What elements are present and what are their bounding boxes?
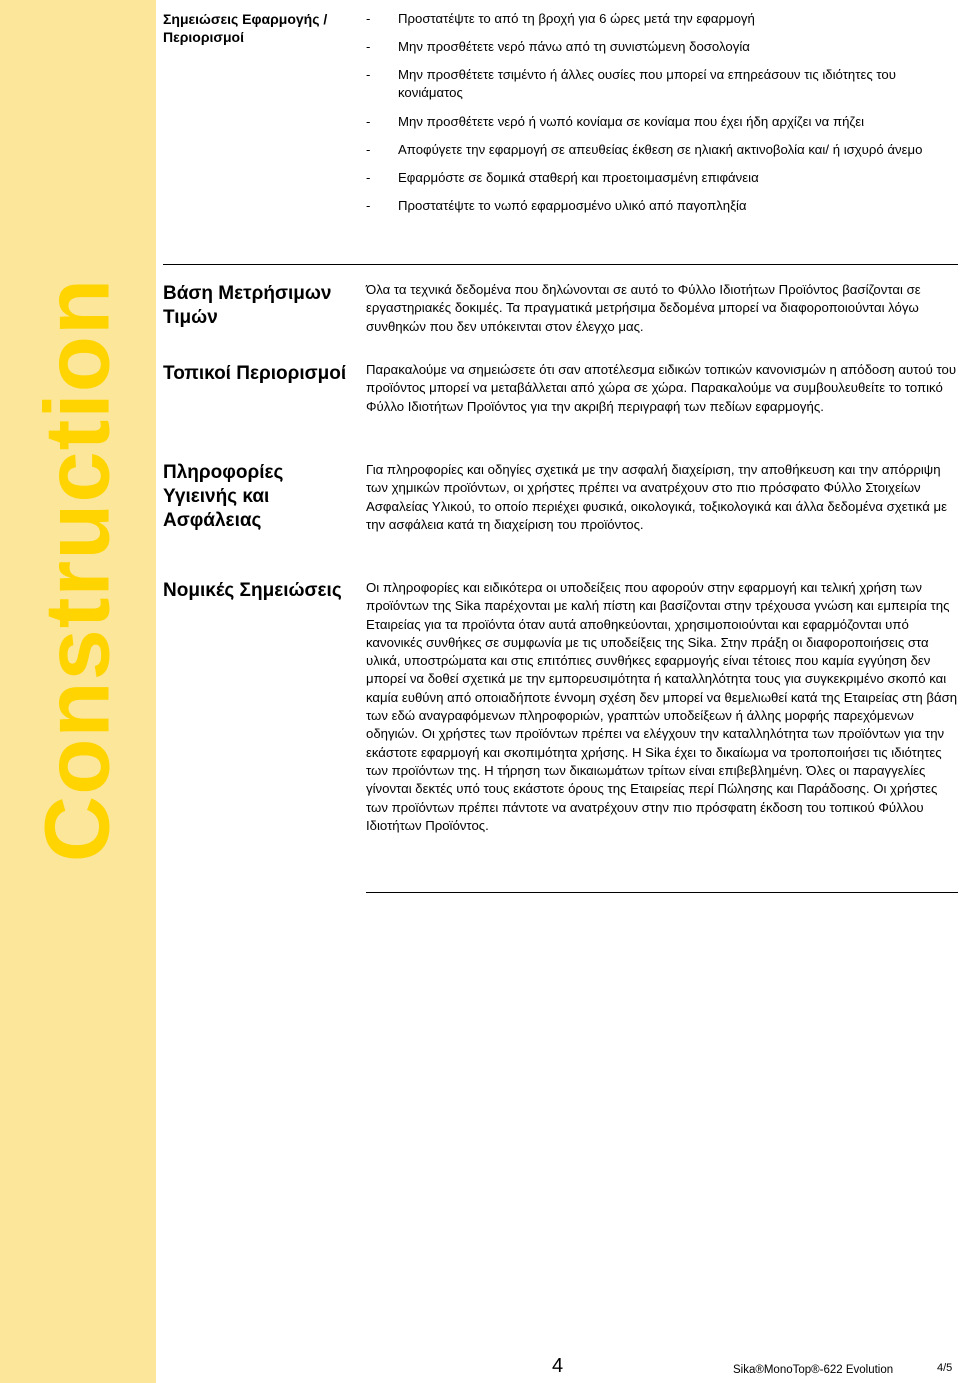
list-item-text: Εφαρμόστε σε δομικά σταθερή και προετοιμασμένη επιφάνεια [398, 169, 759, 185]
list-item [366, 66, 958, 102]
brand-construction-text: Construction [26, 277, 129, 863]
list-item-text: Αποφύγετε την εφαρμογή σε απευθείας έκθεση σε ηλιακή ακτινοβολία και/ ή ισχυρό άνεμο [398, 141, 923, 157]
dash-marker: - [366, 39, 371, 55]
measurement-basis-body: Όλα τα τεχνικά δεδομένα που δηλώνονται σε αυτό το Φύλλο Ιδιοτήτων Προϊόντος βασίζονται σε εργαστηριακές δοκιμές. Τα πραγματικά μετρήσιμα δεδομένα μπορεί να διαφοροποιούνται λόγω συνθηκών που δεν υπόκεινται στον έλεγχο μας. [366, 282, 921, 334]
local-restrictions-heading: Τοπικοί Περιορισμοί [163, 363, 347, 384]
list-item-text: Μην προσθέτετε νερό ή νωπό κονίαμα σε κονίαμα που έχει ήδη αρχίζει να πήζει [398, 113, 865, 129]
section-divider [163, 264, 958, 265]
dash-marker: - [366, 11, 371, 26]
section-divider [366, 892, 958, 893]
list-item [366, 197, 958, 215]
legal-notes-heading: Νομικές Σημειώσεις [163, 580, 342, 601]
legal-notes-body: Οι πληροφορίες και ειδικότερα οι υποδείξεις που αφορούν στην εφαρμογή και τελική χρήση των προϊόντων της Sika παρέχονται με καλή πίστη και βασίζονται στην τρέχουσα γνώση και εμπειρία της Εταιρείας για τα προϊόντα όταν αυτά αποθηκεύονται, χρησιμοποιούνται και εφαρμόζονται υπό κανονικές συνθήκες σε συμφωνία με τις υποδείξεις της Sika. Στην πράξη οι διαφοροποιήσεις στα υλικά, υποστρώματα και στις επιτόπιες συνθήκες εφαρμογής είναι τέτοιες που καμία εγγύηση δεν μπορεί να δοθεί σχετικά με την εμπορευσιμότητα ή καταλληλότητα τους για συγκεκριμένο σκοπό και καμία ευθύνη από οποιαδήποτε έννομη σχέση δεν μπορεί να θεμελιωθεί κατά της Εταιρείας στη βάση των εδώ αναγραφόμενων πληροφοριών, γραπτών υποδείξεων ή άλλης μορφής παρεχόμενων οδηγιών. Οι χρήστες των προϊόντων πρέπει να ελέγχουν την καταλληλότητα των προϊόντων για την εκάστοτε εφαρμογή και σκοπιμότητα χρήσης. Η Sika έχει το δικαίωμα να τροποποιήσει τις ιδιότητες των προϊόντων της. Η τήρηση των δικαιωμάτων τρίτων είναι επιβεβλημένη. Όλες οι παραγγελίες γίνονται δεκτές υπό τους εκάστοτε όρους της Εταιρείας περί Πώλησης και Παράδοσης. Οι χρήστες των προϊόντων πρέπει πάντοτε να ανατρέχουν στην πιο πρόσφατη έκδοση του τοπικού Φύλλου Ιδιοτήτων Προϊόντος. [366, 580, 958, 833]
list-item-text: Μην προσθέτετε τσιμέντο ή άλλες ουσίες που μπορεί να επηρεάσουν τις ιδιότητες του κονιάματος [398, 67, 896, 101]
list-item-text: Μην προσθέτετε νερό πάνω από τη συνιστώμενη δοσολογία [398, 39, 750, 55]
list-item [366, 38, 958, 56]
dash-marker: - [366, 113, 371, 129]
list-item [366, 141, 958, 159]
list-item-text: Προστατέψτε το από τη βροχή για 6 ώρες μετά την εφαρμογή [398, 11, 755, 26]
measurement-basis-heading: Βάση Μετρήσιμων Τιμών [163, 283, 332, 328]
local-restrictions-body: Παρακαλούμε να σημειώσετε ότι σαν αποτέλεσμα ειδικών τοπικών κανονισμών η απόδοση αυτού του προϊόντος μπορεί να μεταβάλλεται από χώρα σε χώρα. Παρακαλούμε να συμβουλευθείτε το τοπικό Φύλλο Ιδιοτήτων Προϊόντος για την ακριβή περιγραφή των πεδίων εφαρμογής. [366, 362, 957, 414]
health-safety-body: Για πληροφορίες και οδηγίες σχετικά με την ασφαλή διαχείριση, την αποθήκευση και την απόρριψη των χημικών προϊόντων, οι χρήστες πρέπει να ανατρέχουν στο πιο πρόσφατο Φύλλο Στοιχείων Ασφαλείας Υλικού, το οποίο περιέχει φυσικά, οικολογικά, τοξικολογικά και άλλα δεδομένα σχετικά με την ασφάλεια κατά τη διαχείριση του προϊόντος. [366, 462, 947, 532]
footer-number: 4 [552, 1355, 564, 1377]
list-item [366, 169, 958, 187]
footer-page-indicator: 4/5 [937, 1362, 953, 1374]
footer-product-name: Sika®MonoTop®-622 Evolution [733, 1364, 894, 1376]
list-item [366, 113, 958, 131]
dash-marker: - [366, 141, 371, 157]
application-notes-list [366, 10, 958, 225]
dash-marker: - [366, 198, 371, 214]
list-item [366, 10, 958, 28]
health-safety-heading: Πληροφορίες Υγιεινής και Ασφάλειας [163, 462, 284, 531]
vertical-brand [0, 0, 156, 1383]
dash-marker: - [366, 67, 371, 83]
dash-marker: - [366, 169, 371, 185]
application-notes-heading: Σημειώσεις Εφαρμογής / Περιορισμοί [163, 11, 328, 45]
list-item-text: Προστατέψτε το νωπό εφαρμοσμένο υλικό από παγοπληξία [398, 198, 747, 214]
